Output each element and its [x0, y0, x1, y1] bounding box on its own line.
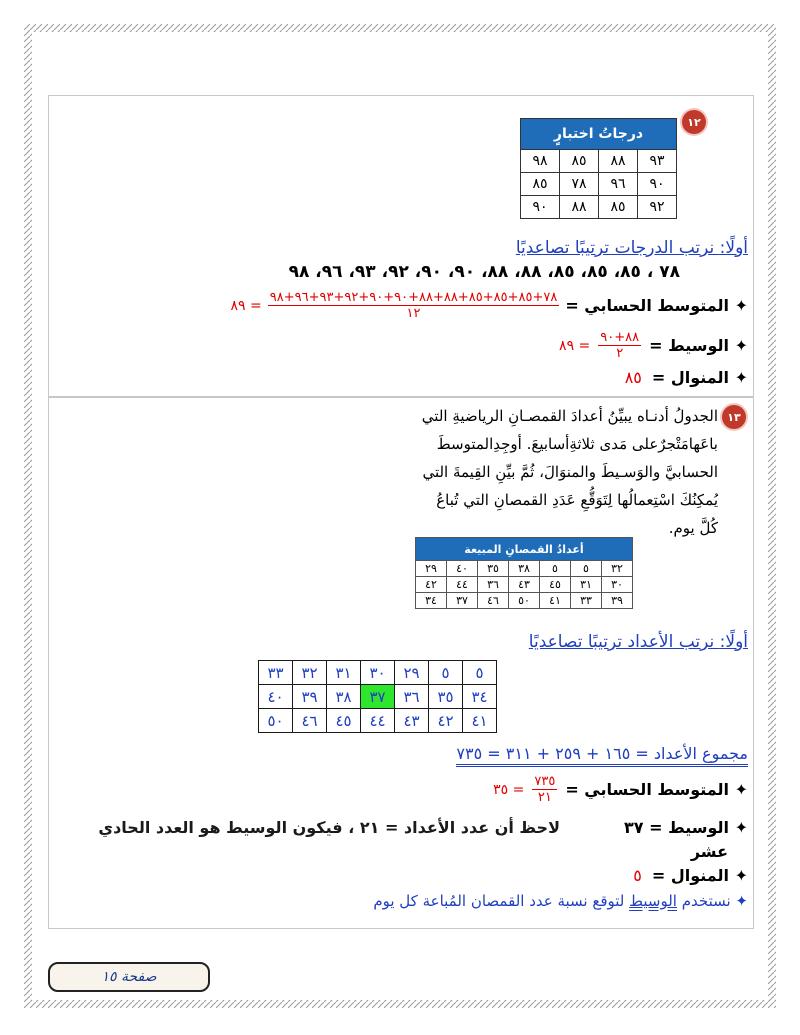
- median-highlight-cell: ٣٧: [361, 685, 395, 709]
- shirts-cell: ٤٥: [540, 577, 571, 593]
- shirts-cell: ٣٨: [509, 561, 540, 577]
- test-scores-table: [520, 118, 677, 219]
- sorted-cell: ٤٦: [293, 709, 327, 733]
- shirts-cell: ٣٢: [602, 561, 633, 577]
- sorted-cell: ٣٨: [327, 685, 361, 709]
- grade-cell: ٨٨: [599, 150, 638, 173]
- shirts-cell: ٣٩: [602, 593, 633, 609]
- sorted-cell: ٣٢: [293, 661, 327, 685]
- heading-text: نرتب الدرجات ترتيبًا تصاعديًا: [515, 238, 720, 258]
- mode-value: ٥: [633, 866, 642, 885]
- grade-cell: ٩٨: [521, 150, 560, 173]
- mean-result: = ٨٩: [230, 297, 262, 314]
- median-note: لاحظ أن عدد الأعداد = ٢١ ، فيكون الوسيط هو العدد الحادي: [98, 818, 560, 837]
- sorted-cell: ٣٤: [463, 685, 497, 709]
- shirts-cell: ٤٠: [447, 561, 478, 577]
- grade-cell: ٩٠: [638, 173, 677, 196]
- sorted-cell: ٣٥: [429, 685, 463, 709]
- shirts-table-title: أعدادُ القمصانِ المبيعة: [416, 538, 633, 561]
- statement-line: كُلَّ يوم.: [668, 519, 718, 537]
- shirts-cell: ٢٩: [416, 561, 447, 577]
- shirts-cell: ٤٤: [447, 577, 478, 593]
- grade-cell: ٨٥: [599, 196, 638, 219]
- sorted-cell: ٢٩: [395, 661, 429, 685]
- shirts-cell: ٣٥: [478, 561, 509, 577]
- sorted-cell: ٥: [463, 661, 497, 685]
- shirts-cell: ٥٠: [509, 593, 540, 609]
- grade-cell: ٨٨: [560, 196, 599, 219]
- sorted-cell: ٤٠: [259, 685, 293, 709]
- grade-cell: ٩٣: [638, 150, 677, 173]
- sorted-cell: ٣٦: [395, 685, 429, 709]
- shirts-cell: ٣٠: [602, 577, 633, 593]
- test-scores-title: درجاتُ اختبارٍ: [521, 119, 677, 150]
- shirts-cell: ٥: [571, 561, 602, 577]
- problem-13-statement: [418, 402, 718, 542]
- problem-12-badge: ١٢: [682, 110, 706, 134]
- heading-prefix: أولًا:: [719, 238, 748, 258]
- mean-row-12: [230, 290, 748, 321]
- sorted-cell: ٥: [429, 661, 463, 685]
- grade-cell: ٩٢: [638, 196, 677, 219]
- sorted-cell: ٣٩: [293, 685, 327, 709]
- mode-label: ✦ المنوال =: [651, 866, 748, 885]
- conclusion-text: لتوقع نسبة عدد القمصان المُباعة كل يوم: [373, 892, 630, 910]
- median-result: = ٨٩: [559, 337, 591, 354]
- shirts-cell: ٣١: [571, 577, 602, 593]
- sorted-cell: ٣١: [327, 661, 361, 685]
- heading-prefix: أولًا:: [719, 632, 748, 652]
- sort-heading-13: [529, 632, 748, 652]
- shirts-sold-table: [415, 537, 633, 609]
- median-label-13: ✦ الوسيط = ٣٧: [624, 818, 748, 837]
- mode-row-13: [633, 866, 748, 885]
- mean-label: ✦ المتوسط الحسابي =: [565, 296, 748, 315]
- median-fraction: [598, 330, 641, 361]
- sorted-cell: ٤١: [463, 709, 497, 733]
- shirts-cell: ٤٦: [478, 593, 509, 609]
- mean-label: ✦ المتوسط الحسابي =: [565, 780, 748, 799]
- median-numerator: ٨٨+٩٠: [600, 330, 640, 345]
- sum-line: مجموع الأعداد = ١٦٥ + ٢٥٩ + ٣١١ = ٧٣٥: [456, 744, 748, 767]
- sorted-cell: ٤٣: [395, 709, 429, 733]
- shirts-cell: ٣٦: [478, 577, 509, 593]
- sorted-cell: ٣٠: [361, 661, 395, 685]
- sort-heading-12: [516, 238, 748, 258]
- mean-fraction: [532, 774, 557, 805]
- sorted-cell: ٥٠: [259, 709, 293, 733]
- mode-row-12: [625, 368, 748, 387]
- mean-fraction: [268, 290, 560, 321]
- statement-line: الجدولُ أدنـاه يبيِّنُ أعدادَ القمصـانِ الرياضيةِ التي: [421, 407, 718, 425]
- sorted-cell: ٣٣: [259, 661, 293, 685]
- median-denominator: ٢: [616, 346, 624, 361]
- sorted-grades-line: ٧٨ ، ٨٥، ٨٥، ٨٥، ٨٨، ٨٨، ٩٠، ٩٠، ٩٢، ٩٣، ٩٦، ٩٨: [288, 262, 680, 282]
- median-label: ✦ الوسيط =: [649, 336, 748, 355]
- sorted-numbers-table: [258, 660, 497, 733]
- grade-cell: ٨٥: [560, 150, 599, 173]
- heading-text: نرتب الأعداد ترتيبًا تصاعديًا: [528, 632, 720, 652]
- grade-cell: ٩٦: [599, 173, 638, 196]
- mean-numerator: ٧٨+٨٥+٨٥+٨٥+٨٨+٨٨+٩٠+٩٠+٩٢+٩٣+٩٦+٩٨: [269, 290, 558, 305]
- median-note-continued: عشر: [690, 842, 728, 861]
- conclusion-prefix: ✦ نستخدم: [676, 892, 748, 910]
- shirts-cell: ٤٣: [509, 577, 540, 593]
- grade-cell: ٨٥: [521, 173, 560, 196]
- shirts-cell: ٣٤: [416, 593, 447, 609]
- page-number-label: صفحة ١٥: [48, 962, 210, 992]
- conclusion-line: [373, 892, 748, 910]
- shirts-cell: ٣٣: [571, 593, 602, 609]
- mean-denominator: ١٢: [406, 306, 421, 321]
- mean-denominator: ٢١: [537, 790, 552, 805]
- shirts-cell: ٥: [540, 561, 571, 577]
- median-row-12: [559, 330, 748, 361]
- grade-cell: ٩٠: [521, 196, 560, 219]
- mean-row-13: [493, 774, 748, 805]
- grade-cell: ٧٨: [560, 173, 599, 196]
- sorted-cell: ٤٥: [327, 709, 361, 733]
- sorted-cell: ٤٢: [429, 709, 463, 733]
- statement-line: الحسابيَّ والوَسـيطَ والمنوَالَ، ثُمَّ بيِّنِ القِيمةَ التي: [422, 463, 718, 481]
- shirts-cell: ٣٧: [447, 593, 478, 609]
- problem-13-badge: ١٣: [722, 405, 746, 429]
- conclusion-keyword: الوسيط: [629, 892, 677, 910]
- mean-numerator: ٧٣٥: [534, 774, 556, 789]
- shirts-cell: ٤٢: [416, 577, 447, 593]
- shirts-cell: ٤١: [540, 593, 571, 609]
- mean-result: = ٣٥: [493, 781, 525, 798]
- mode-value: ٨٥: [624, 368, 642, 387]
- mode-label: ✦ المنوال =: [651, 368, 748, 387]
- statement-line: باعَهامَتْجرٌعلى مَدى ثلاثةِأسابيعَ. أوجِدِالمتوسطَ: [436, 435, 718, 453]
- sorted-cell: ٤٤: [361, 709, 395, 733]
- statement-line: يُمكِنُكَ اسْتِعمالُها لِتَوَقُّعِ عَدَدِ القمصانِ التي تُباعُ: [436, 491, 718, 509]
